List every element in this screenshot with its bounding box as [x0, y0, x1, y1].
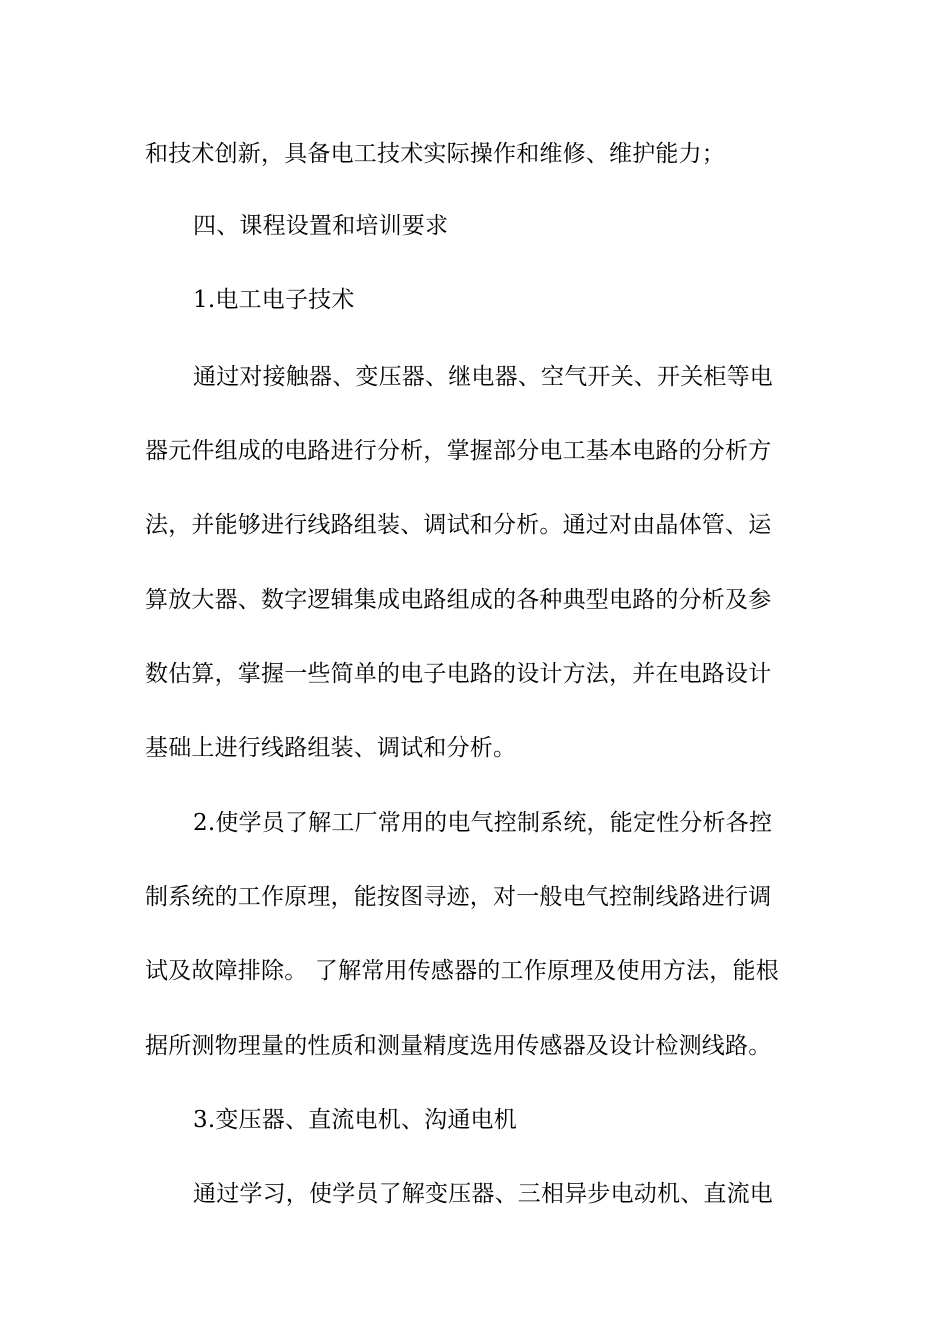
text-line: 通过对接触器、变压器、继电器、空气开关、开关柜等电: [193, 364, 773, 390]
text-line: 据所测物理量的性质和测量精度选用传感器及设计检测线路。: [145, 1033, 772, 1059]
text-line: 试及故障排除。 了解常用传感器的工作原理及使用方法，能根: [145, 958, 779, 984]
text-line: 数估算，掌握一些简单的电子电路的设计方法，并在电路设计: [145, 661, 772, 687]
text-line: 通过学习，使学员了解变压器、三相异步电动机、直流电: [193, 1181, 773, 1207]
text-line: 法，并能够进行线路组装、调试和分析。通过对由晶体管、运: [145, 512, 772, 538]
text-line: 和技术创新，具备电工技术实际操作和维修、维护能力；: [145, 141, 725, 167]
section-heading: 四、课程设置和培训要求: [193, 213, 449, 239]
text-line: 基础上进行线路组装、调试和分析。: [145, 735, 517, 761]
text-line: 器元件组成的电路进行分析，掌握部分电工基本电路的分析方: [145, 438, 772, 464]
text-line: 制系统的工作原理，能按图寻迹，对一般电气控制线路进行调: [145, 884, 772, 910]
text-line: 算放大器、数字逻辑集成电路组成的各种典型电路的分析及参: [145, 587, 772, 613]
subsection-heading: 1.电工电子技术: [193, 287, 355, 313]
subsection-heading: 3.变压器、直流电机、沟通电机: [193, 1107, 517, 1133]
subsection-paragraph: 2.使学员了解工厂常用的电气控制系统，能定性分析各控: [193, 810, 773, 836]
